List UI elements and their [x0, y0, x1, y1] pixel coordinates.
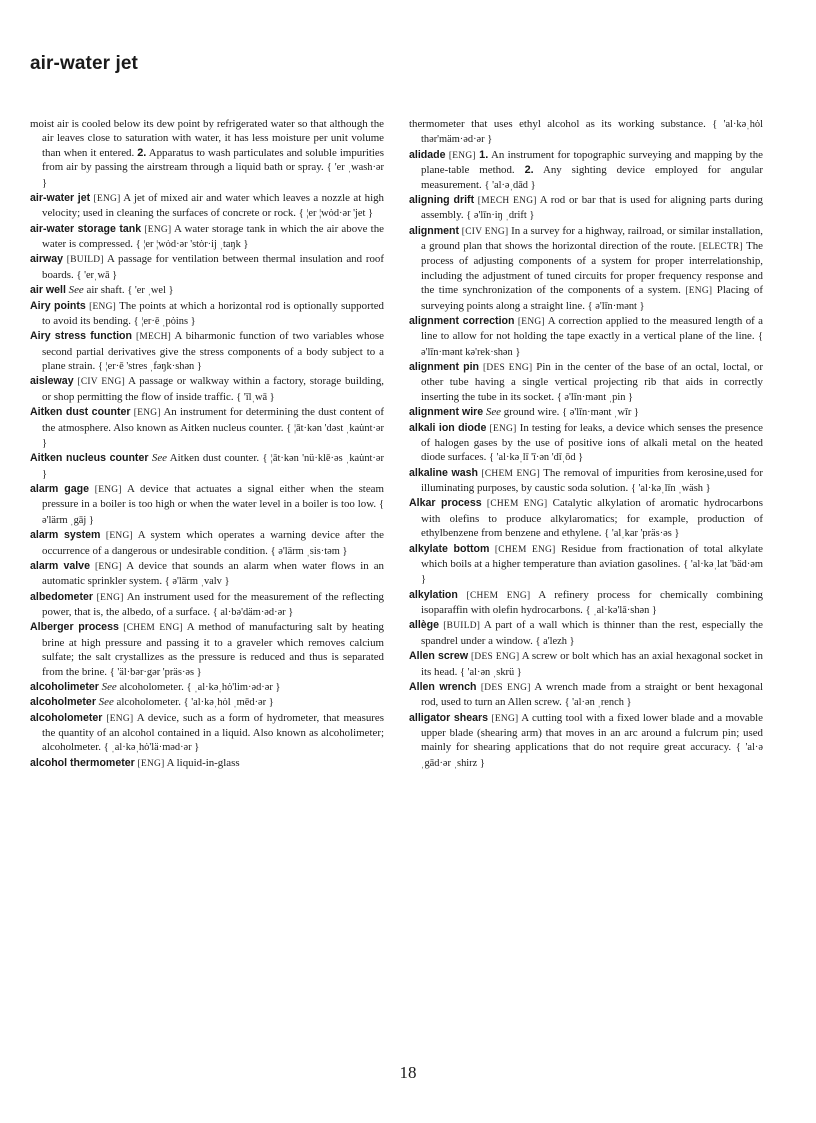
- definition-text: A system which operates a warning device after the occurrence of a dangerous or undesirable condition.: [42, 529, 384, 557]
- dictionary-entry: [30, 590, 384, 621]
- field-label: [CHEM ENG]: [494, 544, 556, 555]
- dictionary-entry: [409, 649, 763, 680]
- headword: air-water jet: [30, 191, 91, 204]
- dictionary-entry: [409, 542, 763, 588]
- pronunciation: { ə'līn·mənt }: [587, 300, 645, 312]
- headword: alcoholmeter: [30, 696, 96, 709]
- headword: allège: [409, 619, 440, 632]
- field-label: [CHEM ENG]: [481, 468, 541, 479]
- pronunciation: { 'al·kəˌhȯl ˌmēd·ər }: [183, 697, 274, 709]
- dictionary-entry: [30, 528, 384, 559]
- definition-text: alcoholometer.: [116, 680, 187, 693]
- headword: Allen wrench: [409, 680, 477, 693]
- definition-text: Catalytic alkylation of aromatic hydrocarbons with olefins to produce alkylaromatics; for example, production of ethylbenzene from benzene and ethylene.: [421, 497, 763, 540]
- pronunciation: { 'al·kəˌhȯl thər'mäm·əd·ər }: [421, 119, 763, 146]
- pronunciation: { ˌal·kəˌhȯ'lä·məd·ər }: [103, 742, 200, 754]
- definition-text: Aitken dust counter.: [167, 452, 263, 465]
- dictionary-entry: [30, 117, 384, 191]
- field-label: [ENG]: [105, 531, 133, 542]
- pronunciation: { ¦er·ē ˌpȯins }: [133, 315, 196, 327]
- field-label: [ENG]: [96, 592, 124, 603]
- field-label: [CHEM ENG]: [123, 623, 183, 634]
- headword: alcohol thermometer: [30, 756, 135, 769]
- headword: alarm gage: [30, 483, 89, 495]
- pronunciation: { ə'līn·mənt ˌpin }: [556, 391, 634, 403]
- headword: albedometer: [30, 590, 93, 603]
- pronunciation: { al·bə'däm·əd·ər }: [212, 607, 294, 618]
- field-label: [MECH]: [135, 332, 172, 343]
- dictionary-entry: [409, 224, 763, 314]
- dictionary-entry: [30, 756, 384, 771]
- headword: Alberger process: [30, 621, 119, 634]
- headword: aligning drift: [409, 193, 475, 206]
- dictionary-entry: [30, 451, 384, 482]
- pronunciation: { ¦er ¦wȯd·ər 'jet }: [298, 208, 374, 220]
- dictionary-entry: [409, 405, 763, 420]
- headword: Alkar process: [409, 497, 482, 510]
- headword: alligator shears: [409, 711, 489, 724]
- definition-text: Placing of surveying points along a straight line.: [421, 284, 763, 312]
- dictionary-entry: [30, 695, 384, 710]
- pronunciation: { 'al·kəˌlī 'ī·ən 'dīˌōd }: [489, 452, 584, 464]
- definition-text: A correction applied to the measured length of a line to allow for not holding the tape exactly in a vertical plane of the line.: [421, 314, 763, 343]
- dictionary-entry: [409, 148, 763, 193]
- dictionary-entry: [30, 191, 384, 222]
- definition-text: Apparatus to wash particulates and soluble impurities from air by passing the airstream through a liquid bath or spray.: [42, 146, 384, 174]
- dictionary-entry: [30, 620, 384, 680]
- pronunciation: { 'er ˌwel }: [127, 285, 174, 297]
- right-column: [409, 117, 763, 771]
- pronunciation: { ə'līn·mənt kə'rek·shən }: [421, 331, 763, 358]
- headword: Allen screw: [409, 650, 469, 663]
- definition-text: In testing for leaks, a device which senses the presence of halogen gases by the use of positive ions of alkali metal on the heated diode surfaces.: [421, 421, 763, 464]
- field-label: [ENG]: [94, 561, 122, 572]
- field-label: [ENG]: [489, 423, 517, 434]
- headword: alarm valve: [30, 559, 90, 572]
- pronunciation: { 'al·ən ˌrench }: [564, 697, 632, 709]
- pronunciation: { ˌal·kə'lā·shən }: [585, 605, 657, 616]
- dictionary-entry: [30, 283, 384, 298]
- dictionary-entry: [409, 117, 763, 148]
- pronunciation: { ə'lärm ˌsis·təm }: [270, 545, 348, 557]
- headword: alignment wire: [409, 406, 484, 419]
- pronunciation: { 'al·əˌdād }: [484, 179, 536, 191]
- field-label: [ENG]: [94, 485, 122, 495]
- dictionary-entry: [30, 559, 384, 590]
- cross-reference-marker: See: [101, 680, 117, 693]
- definition-text: [458, 589, 467, 601]
- headword: airway: [30, 253, 63, 266]
- definition-text: An instrument used for the measurement of the reflecting power, that is, the albedo, of a surface.: [42, 590, 384, 618]
- dictionary-entry: [30, 374, 384, 405]
- definition-text: ground wire.: [501, 406, 563, 419]
- dictionary-entry: [30, 222, 384, 253]
- running-head: air-water jet: [30, 53, 138, 74]
- pronunciation: { a'lezh }: [535, 635, 575, 647]
- definition-text: The removal of impurities from kerosine,used for illuminating purposes, by caustic soda solution.: [421, 466, 763, 494]
- definition-text: A refinery process for chemically combining isoparaffin with olefin hydrocarbons.: [421, 588, 763, 616]
- definition-text: moist air is cooled below its dew point by refrigerated water so that although the air leaves close to saturation with water, it has less moisture per unit volume than when it entered.: [30, 118, 384, 159]
- definition-text: A water storage tank in which the air above the water is compressed.: [42, 222, 384, 250]
- headword: Aitken dust counter: [30, 406, 131, 419]
- field-label: [ELECTR]: [698, 242, 743, 252]
- headword: air well: [30, 284, 66, 297]
- definition-text: A wrench made from a straight or bent hexagonal rod, used to turn an Allen screw.: [421, 680, 763, 709]
- dictionary-entry: [409, 618, 763, 649]
- headword: alignment correction: [409, 314, 515, 327]
- pronunciation: { ¦er·ē 'stres ˌfəŋk·shən }: [97, 361, 202, 372]
- field-label: [ENG]: [517, 316, 545, 327]
- dictionary-entry: [409, 421, 763, 466]
- definition-text: A device that actuates a signal either when the steam pressure in a boiler is too high or when the water level in a boiler is too low.: [42, 483, 384, 511]
- definition-text: In a survey for a highway, railroad, or similar installation, a ground plan that shows the horizontal direction of the route.: [421, 224, 763, 252]
- definition-text: A rod or bar that is used for aligning parts during assembly.: [421, 193, 763, 222]
- field-label: [CIV ENG]: [461, 226, 509, 237]
- dictionary-entry: [409, 588, 763, 619]
- dictionary-entry: [30, 711, 384, 756]
- cross-reference-marker: See: [485, 406, 502, 419]
- field-label: [MECH ENG]: [477, 195, 537, 206]
- dictionary-entry: [409, 193, 763, 224]
- dictionary-entry: [30, 680, 384, 695]
- pronunciation: { 'al·kəˌlīn ˌwäsh }: [630, 483, 711, 494]
- pronunciation: { 'alˌkar 'präs·əs }: [604, 528, 680, 540]
- field-label: [BUILD]: [443, 621, 481, 632]
- field-label: [ENG]: [106, 713, 134, 724]
- pronunciation: { ¦āt·kən 'dəst ˌkau̇nt·ər }: [42, 422, 384, 449]
- definition-text: alcoholometer.: [113, 696, 184, 709]
- headword: Airy points: [30, 299, 86, 312]
- field-label: [ENG]: [137, 758, 165, 769]
- field-label: [ENG]: [89, 301, 117, 312]
- field-label: [ENG]: [685, 286, 713, 297]
- headword: air-water storage tank: [30, 222, 142, 235]
- headword: aisleway: [30, 375, 74, 388]
- definition-text: A biharmonic function of two variables whose second partial derivatives give the stress components of a body subject to a plane strain.: [42, 330, 384, 372]
- field-label: [CIV ENG]: [77, 377, 125, 388]
- pronunciation: { ə'līn·mənt ˌwīr }: [562, 407, 639, 419]
- definition-text: A jet of mixed air and water which leaves a nozzle at high velocity; used in cleaning the surfaces of concrete or rock.: [42, 191, 384, 220]
- pronunciation: { ə'līn·iŋ ˌdrift }: [466, 210, 535, 222]
- field-label: [BUILD]: [66, 255, 104, 266]
- pronunciation: { ə'lärm ˌvalv }: [164, 576, 230, 588]
- headword: alkali ion diode: [409, 421, 487, 434]
- headword: alkaline wash: [409, 466, 478, 479]
- pronunciation: { ¦āt·kən 'nü·klē·əs ˌkau̇nt·ər }: [42, 453, 384, 480]
- pronunciation: { 'al·əˌgād·ər ˌshirz }: [421, 742, 763, 769]
- field-label: [DES ENG]: [480, 682, 531, 693]
- dictionary-entry: [409, 466, 763, 497]
- sense-number: 2.: [524, 164, 534, 177]
- left-column: [30, 117, 384, 771]
- field-label: [ENG]: [144, 224, 172, 235]
- cross-reference-marker: See: [68, 284, 84, 297]
- cross-reference-marker: See: [98, 696, 114, 709]
- headword: Aitken nucleus counter: [30, 452, 149, 465]
- pronunciation: { 'erˌwā }: [76, 269, 118, 281]
- dictionary-entry: [30, 329, 384, 374]
- headword: alignment: [409, 224, 460, 237]
- cross-reference-marker: See: [151, 452, 167, 465]
- pronunciation: { 'al·kəˌlat 'bäd·əm }: [421, 558, 764, 586]
- page-number: 18: [399, 1063, 417, 1082]
- definition-text: A method of manufacturing salt by heating brine at high pressure and passing it to a graveler which removes calcium sulfate; the salt crystallizes as the pressure is reduced and thus is separated from the brine.: [42, 621, 384, 678]
- pronunciation: { 'al·ən ˌskrü }: [460, 666, 522, 678]
- field-label: [DES ENG]: [482, 363, 533, 373]
- pronunciation: { ə'lärm ˌgāj }: [42, 499, 384, 526]
- dictionary-entry: [30, 252, 384, 283]
- definition-text: A device, such as a form of hydrometer, that measures the quantity of an alcohol contained in a liquid. Also known as alcoholimeter; alcoholmeter.: [42, 711, 384, 754]
- definition-text: The process of adjusting components of a system for proper interrelationship, including the adjustment of tuned circuits for proper frequency response and the time synchronization of the components of a system.: [421, 240, 763, 297]
- definition-text: A cutting tool with a fixed lower blade and a movable upper blade (shearing arm) that moves in an arc around a fulcrum pin; used mainly for shearing applications that do not require great accuracy.: [421, 711, 764, 754]
- headword: alkylate bottom: [409, 542, 490, 555]
- definition-text: thermometer that uses ethyl alcohol as its working substance.: [409, 118, 713, 130]
- definition-text: Residue from fractionation of total alkylate which boils at a higher temperature than aviation gasolines.: [421, 542, 763, 570]
- field-label: [ENG]: [448, 150, 476, 161]
- field-label: [ENG]: [93, 193, 121, 204]
- headword: alignment pin: [409, 361, 480, 373]
- definition-text: Any sighting device employed for angular measurement.: [421, 164, 763, 191]
- headword: alcoholometer: [30, 711, 103, 724]
- field-label: [ENG]: [491, 713, 519, 724]
- headword: alarm system: [30, 529, 101, 542]
- dictionary-entry: [30, 405, 384, 451]
- dictionary-entry: [409, 314, 763, 360]
- dictionary-entry: [30, 299, 384, 330]
- definition-text: A passage or walkway within a factory, storage building, or shop permitting the flow of inside traffic.: [42, 375, 385, 403]
- pronunciation: { 'īlˌwā }: [236, 391, 275, 403]
- field-label: [CHEM ENG]: [486, 499, 548, 510]
- headword: alkylation: [409, 588, 458, 601]
- headword: alidade: [409, 148, 446, 161]
- dictionary-entry: [409, 496, 763, 541]
- definition-text: An instrument for topographic surveying and mapping by the plane-table method.: [421, 148, 763, 177]
- pronunciation: { ˌal·kəˌhȯ'lim·əd·ər }: [186, 681, 281, 693]
- field-label: [ENG]: [133, 408, 161, 419]
- headword: Airy stress function: [30, 330, 132, 343]
- pronunciation: { 'er ˌwash·ər }: [42, 162, 384, 189]
- definition-text: The points at which a horizontal rod is optionally supported to avoid its bending.: [42, 299, 384, 327]
- dictionary-entry: [409, 711, 763, 772]
- sense-number: 2.: [137, 146, 147, 159]
- definition-text: A passage for ventilation between thermal insulation and roof boards.: [42, 253, 384, 281]
- field-label: [CHEM ENG]: [466, 590, 531, 601]
- pronunciation: { 'äl·bər·gər 'präs·əs }: [109, 666, 202, 678]
- dictionary-entry: [409, 360, 763, 405]
- definition-text: A liquid-in-glass: [164, 756, 240, 769]
- definition-text: An instrument for determining the dust content of the atmosphere. Also known as Aitken nucleus counter.: [42, 406, 384, 434]
- dictionary-entry: [409, 680, 763, 711]
- headword: alcoholimeter: [30, 680, 99, 693]
- definition-text: A screw or bolt which has an axial hexagonal socket in its head.: [421, 650, 763, 678]
- definition-text: Pin in the center of the base of an octal, loctal, or other tube having a single vertical projecting rib that aids in correctly inserting the tube in its socket.: [421, 361, 764, 403]
- definition-text: A part of a wall which is thinner than the rest, especially the spandrel under a window.: [421, 619, 763, 647]
- definition-text: air shaft.: [83, 284, 128, 297]
- pronunciation: { ¦er ¦wȯd·ər 'stȯr·ij ˌtaŋk }: [135, 239, 249, 250]
- field-label: [DES ENG]: [470, 652, 520, 663]
- dictionary-entry: [30, 482, 384, 528]
- sense-number: 1.: [479, 148, 489, 161]
- definition-text: A device that sounds an alarm when water flows in an automatic sprinkler system.: [42, 559, 384, 588]
